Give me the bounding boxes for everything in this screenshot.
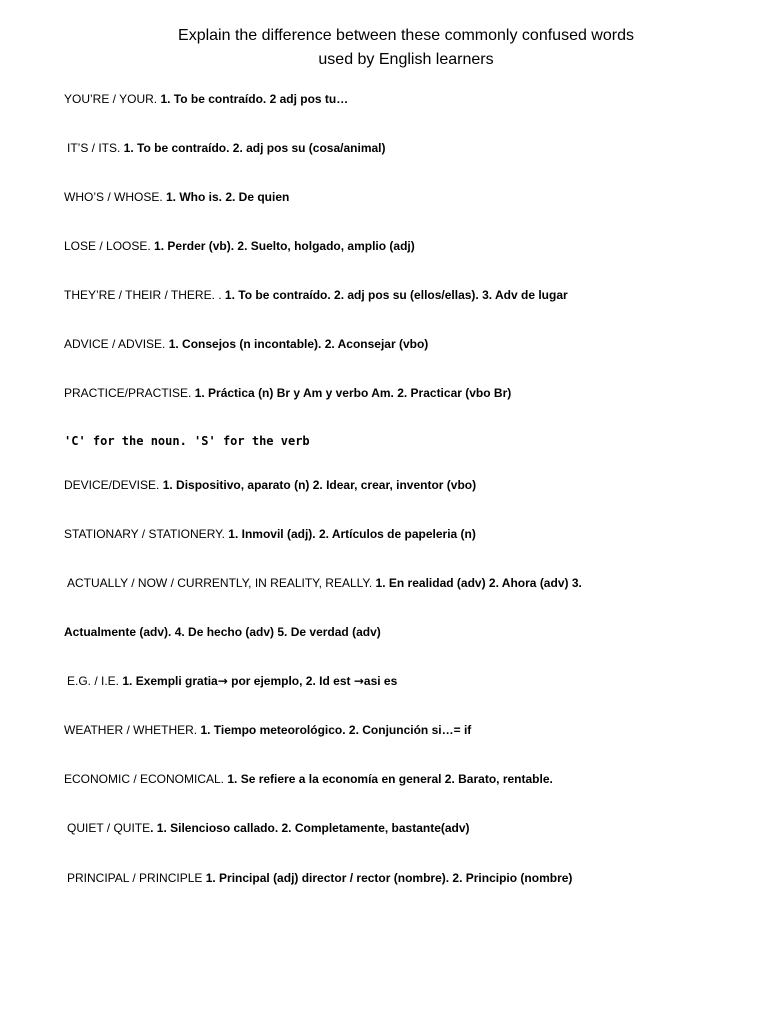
entry-definition: Actualmente (adv). 4. De hecho (adv) 5. De verdad (adv) (64, 625, 381, 639)
entry-stationary-stationery (64, 526, 476, 542)
entry-definition: 1. Práctica (n) Br y Am y verbo Am. 2. Practicar (vbo Br) (194, 386, 512, 400)
entry-advice-advise (64, 336, 428, 352)
entry-device-devise (64, 477, 476, 493)
entry-practice-practise (64, 385, 511, 401)
entry-definition: 1. Tiempo meteorológico. 2. Conjunción si…= if (200, 723, 472, 737)
entry-lose-loose (64, 238, 415, 254)
entry-whos-whose (64, 189, 289, 205)
entry-term: DEVICE/DEVISE. (64, 478, 163, 492)
entry-term: QUIET / QUITE (67, 821, 151, 835)
entry-definition: 1. Consejos (n incontable). 2. Aconsejar (vbo) (168, 337, 429, 351)
entry-term: STATIONARY / STATIONERY. (64, 527, 229, 541)
entry-definition: 1. En realidad (adv) 2. Ahora (adv) 3. (375, 576, 582, 590)
entry-definition: . 1. Silencioso callado. 2. Completamente, bastante(adv) (150, 821, 470, 835)
entry-term: E.G. / I.E. (67, 674, 123, 688)
arrow-right-icon: → (217, 674, 228, 688)
entry-definition-part: por ejemplo, 2. Id est (227, 674, 354, 688)
entry-its-its (67, 140, 386, 156)
entry-definition: 1. Who is. 2. De quien (166, 190, 290, 204)
entry-term: PRACTICE/PRACTISE. (64, 386, 195, 400)
document-title-line-1: Explain the difference between these commonly confused words (178, 27, 634, 44)
entry-definition: 1. Inmovil (adj). 2. Artículos de papeleria (n) (228, 527, 476, 541)
entry-quiet-quite (67, 820, 470, 836)
spelling-note: 'C' for the noun. 'S' for the verb (64, 434, 310, 448)
entry-definition: 1. Dispositivo, aparato (n) 2. Idear, crear, inventor (vbo) (162, 478, 477, 492)
entry-theyre-their-there (64, 287, 568, 303)
entry-economic-economical (64, 771, 553, 787)
entry-definition: 1. Principal (adj) director / rector (nombre). 2. Principio (nombre) (205, 871, 573, 885)
entry-definition: 1. Perder (vb). 2. Suelto, holgado, amplio (adj) (154, 239, 415, 253)
entry-definition-part: asi es (363, 674, 398, 688)
entry-actually-now (67, 575, 582, 591)
entry-term: YOU’RE / YOUR. (64, 92, 161, 106)
entry-definition: 1. Exempli gratia (122, 674, 218, 688)
entry-term: IT’S / ITS. (67, 141, 124, 155)
arrow-right-icon: → (353, 674, 364, 688)
entry-actually-now-continued (64, 624, 381, 640)
entry-term: LOSE / LOOSE. (64, 239, 155, 253)
entry-term: ECONOMIC / ECONOMICAL. (64, 772, 228, 786)
document-title-line-2: used by English learners (318, 51, 494, 68)
entry-term: WHO’S / WHOSE. (64, 190, 166, 204)
entry-weather-whether (64, 722, 471, 738)
entry-definition: 1. To be contraído. 2. adj pos su (cosa/animal) (123, 141, 386, 155)
entry-eg-ie (67, 673, 397, 689)
entry-term: PRINCIPAL / PRINCIPLE (67, 871, 206, 885)
entry-youre-your (64, 91, 348, 107)
entry-definition: 1. Se refiere a la economía en general 2. Barato, rentable. (227, 772, 553, 786)
entry-term: ACTUALLY / NOW / CURRENTLY, IN REALITY, REALLY. (67, 576, 376, 590)
entry-term: THEY’RE / THEIR / THERE. . (64, 288, 225, 302)
entry-term: WEATHER / WHETHER. (64, 723, 201, 737)
entry-definition: 1. To be contraído. 2. adj pos su (ellos/ellas). 3. Adv de lugar (224, 288, 568, 302)
entry-principal-principle (67, 870, 572, 886)
entry-term: ADVICE / ADVISE. (64, 337, 169, 351)
entry-definition: 1. To be contraído. 2 adj pos tu… (160, 92, 349, 106)
